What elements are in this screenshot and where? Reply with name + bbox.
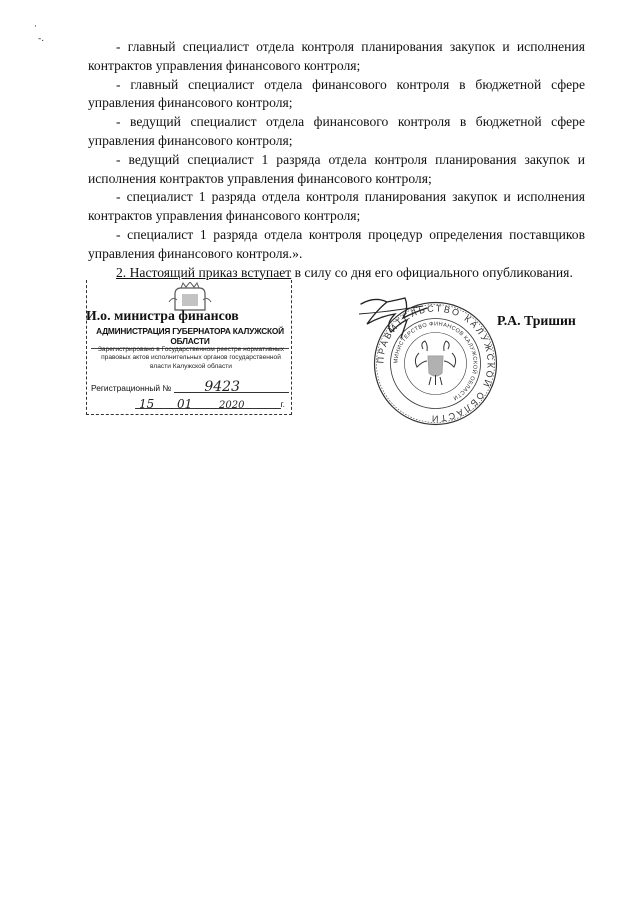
- closing-underlined: 2. Настоящий приказ вступает: [116, 264, 292, 280]
- seal-inner-text: МИНИСТЕРСТВО ФИНАНСОВ КАЛУЖСКОЙ ОБЛАСТИ: [393, 321, 478, 401]
- list-item: - главный специалист отдела финансового контроля в бюджетной сфере управления финансового контроля;: [88, 76, 585, 111]
- list-item: - ведущий специалист отдела финансового контроля в бюджетной сфере управления финансового контроля;: [88, 114, 585, 148]
- registration-day: 15: [139, 397, 155, 411]
- registration-date-line: [135, 396, 285, 409]
- registration-stamp: [86, 280, 292, 415]
- signer-role: И.о. министра финансов: [86, 308, 239, 323]
- scan-speck: ·: [34, 22, 37, 32]
- registration-number-label: Регистрационный №: [91, 383, 172, 393]
- list-item: - ведущий специалист 1 разряда отдела контроля планирования закупок и исполнения контрактов управления финансового контроля;: [88, 151, 585, 186]
- list-item: - главный специалист отдела контроля планирования закупок и исполнения контрактов управления финансового контроля;: [88, 39, 585, 73]
- signer-name: Р.А. Тришин: [497, 313, 576, 328]
- seal-ring-text: ПРАВИТЕЛЬСТВО КАЛУЖСКОЙ ОБЛАСТИ: [375, 303, 496, 424]
- closing-rest: в силу со дня его официального опубликования.: [291, 264, 573, 280]
- registration-month: 01: [177, 397, 193, 411]
- registration-text: Зарегистрировано в Государственном реестре нормативных правовых актов исполнительных органов государственной власти Калужской области: [97, 346, 285, 370]
- registration-date-suffix: г.: [280, 399, 285, 409]
- scan-speck: -.: [38, 34, 45, 44]
- double-headed-eagle-icon: [415, 341, 455, 385]
- registration-year: 2020: [219, 400, 245, 411]
- admin-title: АДМИНИСТРАЦИЯ ГУБЕРНАТОРА КАЛУЖСКОЙ ОБЛАСТИ: [91, 326, 289, 349]
- document-body: [88, 38, 585, 282]
- list-item: - специалист 1 разряда отдела контроля планирования закупок и исполнения контрактов управления финансового контроля;: [88, 189, 585, 224]
- registration-number: 9423: [204, 379, 240, 395]
- registration-number-line: [91, 380, 289, 393]
- handwritten-signature: [357, 294, 437, 342]
- list-item: - специалист 1 разряда отдела контроля процедур определения поставщиков управления финансового контроля.».: [88, 226, 585, 261]
